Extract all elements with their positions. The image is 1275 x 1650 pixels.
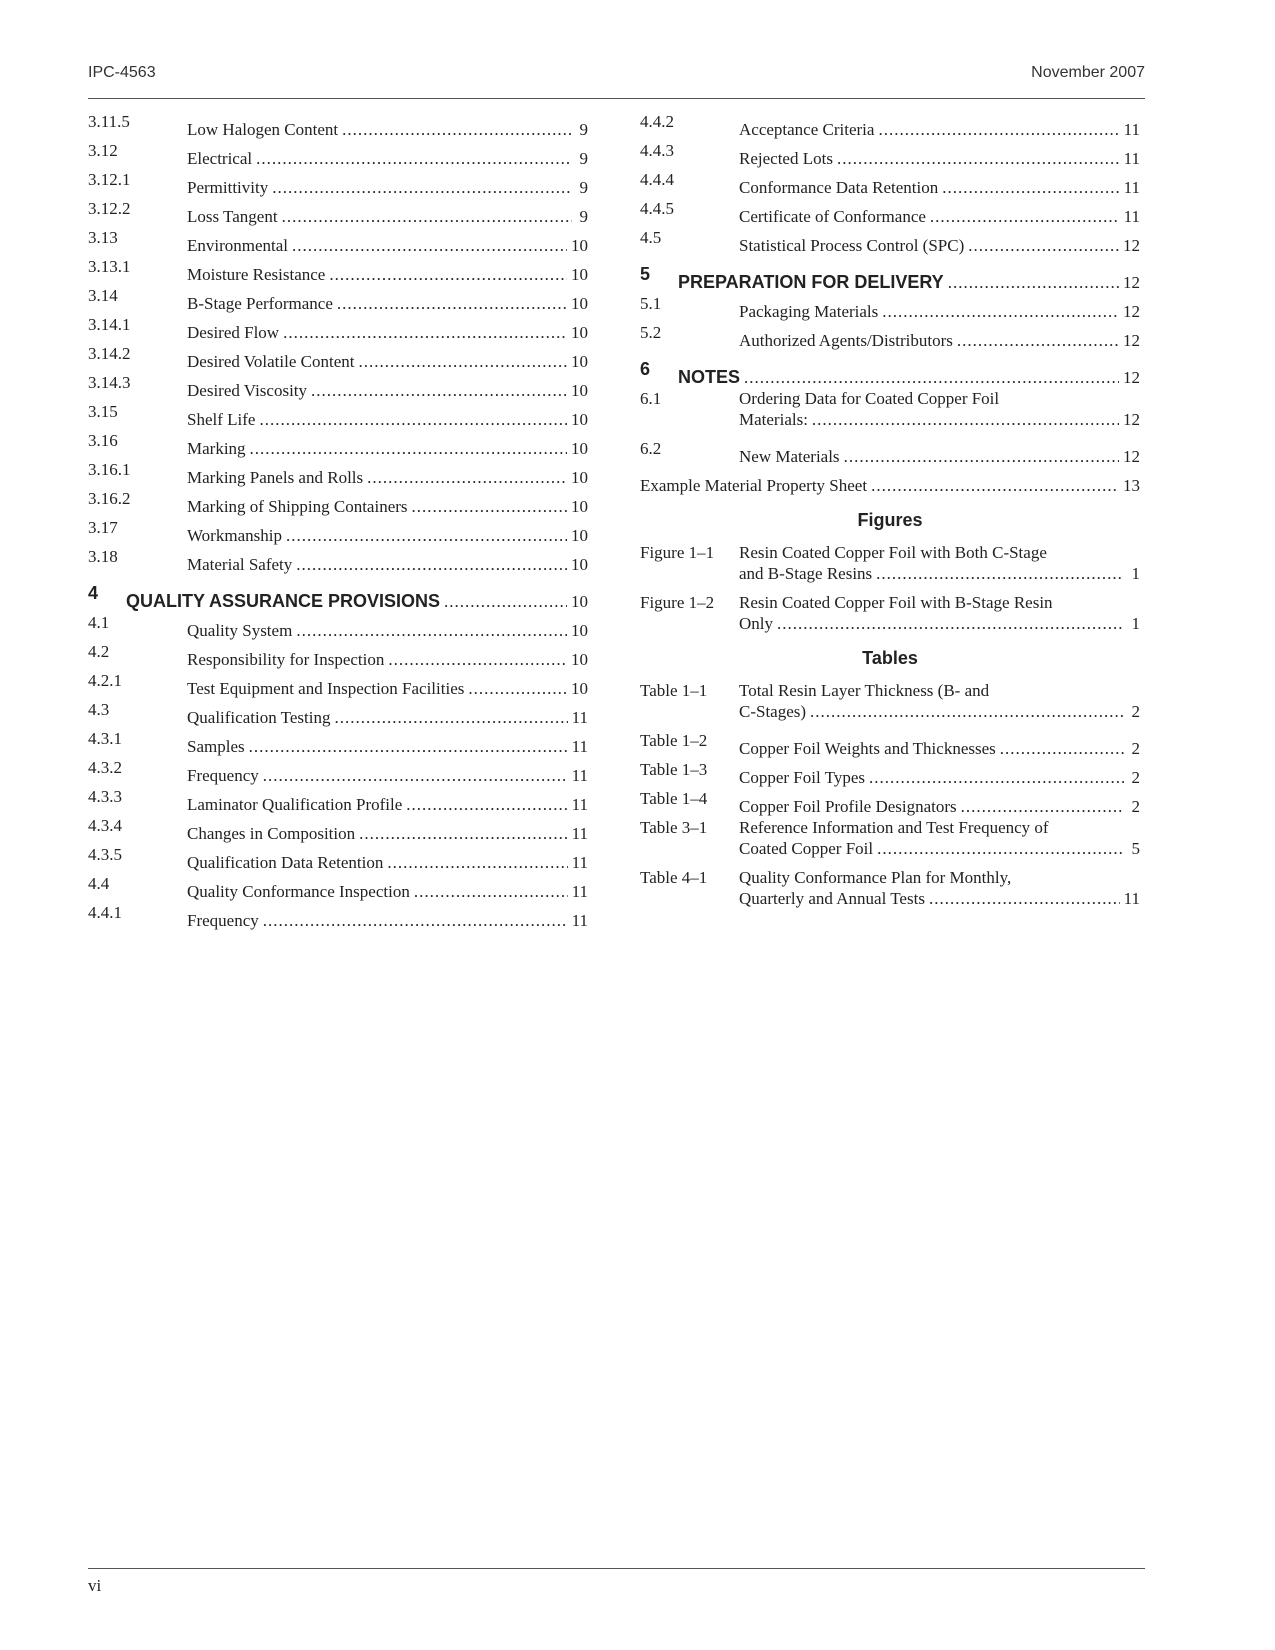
toc-entry[interactable]	[88, 285, 588, 314]
toc-entry-title: Environmental	[187, 236, 289, 255]
toc-page-number: 11	[571, 766, 588, 785]
list-entry-title-line2: Quarterly and Annual Tests	[739, 889, 925, 908]
toc-entry[interactable]	[88, 844, 588, 873]
toc-entry[interactable]	[88, 815, 588, 844]
list-entry-title-line1: Total Resin Layer Thickness (B- and	[739, 681, 990, 700]
toc-entry-title: Laminator Qualification Profile	[187, 795, 403, 814]
list-entry-label: Table 1–1	[640, 681, 708, 700]
toc-entry-title: Example Material Property Sheet	[640, 476, 868, 495]
list-entry-title-line2: Only	[739, 614, 773, 633]
toc-page-number: 10	[571, 236, 588, 255]
dot-leader	[296, 620, 567, 641]
toc-page-number: 12	[1123, 447, 1140, 466]
toc-entry[interactable]	[88, 699, 588, 728]
toc-page-number: 12	[1123, 331, 1140, 350]
dot-leader	[342, 119, 572, 140]
dot-leader	[777, 613, 1124, 634]
toc-entry[interactable]	[640, 227, 1140, 256]
toc-entry-number: 4.3.4	[88, 816, 122, 835]
toc-page-number: 11	[1123, 178, 1140, 197]
toc-entry-number: 3.11.5	[88, 112, 130, 131]
toc-page-number: 10	[571, 265, 588, 284]
toc-entry[interactable]	[88, 314, 588, 343]
list-page-number: 2	[1131, 797, 1140, 816]
toc-page-number: 12	[1123, 273, 1140, 292]
toc-page-number: 10	[571, 679, 588, 698]
toc-page-number: 12	[1123, 236, 1140, 255]
toc-entry-number: 4.5	[640, 228, 662, 247]
toc-entry[interactable]	[640, 388, 1140, 430]
toc-entry-title: Desired Viscosity	[187, 381, 308, 400]
dot-leader	[296, 554, 567, 575]
toc-entry-number: 4.4	[88, 874, 110, 893]
toc-page-number: 10	[571, 526, 588, 545]
toc-entry-title-line1: Ordering Data for Coated Copper Foil	[739, 389, 1000, 408]
toc-entry[interactable]	[640, 169, 1140, 198]
toc-entry-title: Desired Flow	[187, 323, 280, 342]
toc-right-column	[640, 111, 1140, 917]
toc-entry[interactable]	[88, 728, 588, 757]
dot-leader	[871, 475, 1119, 496]
dot-leader	[329, 264, 567, 285]
list-entry-title-line1: Resin Coated Copper Foil with B-Stage Resin	[739, 593, 1053, 612]
dot-leader	[444, 591, 567, 612]
toc-entry[interactable]	[88, 517, 588, 546]
toc-page-number: 9	[579, 149, 588, 168]
footer-rule	[88, 1568, 1145, 1569]
dot-leader	[250, 438, 567, 459]
toc-entry[interactable]	[88, 670, 588, 699]
toc-page-number: 10	[571, 497, 588, 516]
dot-leader	[359, 823, 568, 844]
dot-leader	[358, 351, 567, 372]
toc-entry[interactable]	[88, 140, 588, 169]
list-page-number: 2	[1131, 768, 1140, 787]
dot-leader	[259, 409, 567, 430]
list-entry-title-line2: Coated Copper Foil	[739, 839, 874, 858]
table-list-entry[interactable]	[640, 867, 1140, 909]
toc-entry-title: Permittivity	[187, 178, 269, 197]
dot-leader	[334, 707, 567, 728]
toc-entry-title: Frequency	[187, 911, 259, 930]
list-entry-label: Table 1–2	[640, 731, 708, 750]
toc-section-number: 6	[640, 359, 651, 379]
toc-entry-number: 3.12	[88, 141, 118, 160]
dot-leader	[812, 409, 1119, 430]
toc-entry-number: 5.2	[640, 323, 662, 342]
table-list-entry[interactable]	[640, 817, 1140, 859]
toc-entry-title: New Materials	[739, 447, 840, 466]
toc-entry-title: Desired Volatile Content	[187, 352, 355, 371]
toc-entry-title-line2: Materials:	[739, 410, 808, 429]
toc-entry-title: Acceptance Criteria	[739, 120, 875, 139]
toc-entry-number: 4.4.3	[640, 141, 674, 160]
toc-section-heading[interactable]	[640, 264, 1140, 293]
list-entry-title-line1: Reference Information and Test Frequency of	[739, 818, 1049, 837]
toc-page-number: 10	[571, 323, 588, 342]
toc-entry-title: Qualification Data Retention	[187, 853, 384, 872]
toc-page-number: 11	[571, 911, 588, 930]
dot-leader	[311, 380, 567, 401]
toc-entry[interactable]	[88, 343, 588, 372]
toc-entry-title: B-Stage Performance	[187, 294, 333, 313]
list-page-number: 2	[1131, 739, 1140, 758]
toc-entry[interactable]	[640, 140, 1140, 169]
toc-page-number: 10	[571, 410, 588, 429]
toc-page-number: 10	[571, 294, 588, 313]
toc-entry-number: 6.2	[640, 439, 662, 458]
toc-entry-number: 3.14	[88, 286, 118, 305]
toc-entry-number: 3.13	[88, 228, 118, 247]
dot-leader	[249, 736, 568, 757]
toc-entry[interactable]	[88, 757, 588, 786]
toc-entry[interactable]	[88, 111, 588, 140]
toc-page-number: 10	[571, 592, 588, 611]
toc-entry[interactable]	[88, 430, 588, 459]
toc-entry[interactable]	[88, 612, 588, 641]
toc-page-number: 11	[571, 795, 588, 814]
toc-entry[interactable]	[88, 256, 588, 285]
toc-page-number: 10	[571, 650, 588, 669]
document-id: IPC-4563	[88, 64, 156, 81]
toc-entry[interactable]	[88, 459, 588, 488]
dot-leader	[406, 794, 567, 815]
toc-page-number: 12	[1123, 302, 1140, 321]
toc-entry-title: Marking	[187, 439, 246, 458]
dot-leader	[286, 525, 567, 546]
toc-page-number: 9	[579, 207, 588, 226]
dot-leader	[948, 272, 1119, 293]
toc-entry-number: 6.1	[640, 389, 662, 408]
toc-entry-title: Marking Panels and Rolls	[187, 468, 364, 487]
toc-entry[interactable]	[88, 873, 588, 902]
list-entry-title-line2: C-Stages)	[739, 702, 807, 721]
toc-page-number: 11	[1123, 120, 1140, 139]
toc-section-title: QUALITY ASSURANCE PROVISIONS	[126, 591, 441, 611]
toc-entry-number: 3.14.3	[88, 373, 131, 392]
toc-page-number: 10	[571, 468, 588, 487]
toc-entry-number: 3.16	[88, 431, 118, 450]
figures-heading: Figures	[857, 510, 923, 530]
dot-leader	[878, 119, 1119, 140]
toc-entry-title: Responsibility for Inspection	[187, 650, 385, 669]
toc-entry-number: 3.15	[88, 402, 118, 421]
toc-entry-title: Quality Conformance Inspection	[187, 882, 410, 901]
toc-page-number: 9	[579, 120, 588, 139]
dot-leader	[957, 330, 1119, 351]
list-entry-title-line1: Quality Conformance Plan for Monthly,	[739, 868, 1012, 887]
toc-entry-title: Conformance Data Retention	[739, 178, 939, 197]
toc-entry-title: Material Safety	[187, 555, 293, 574]
toc-page-number: 11	[1123, 207, 1140, 226]
toc-page-number: 12	[1123, 368, 1140, 387]
dot-leader	[929, 888, 1120, 909]
tables-heading: Tables	[862, 648, 918, 668]
toc-page-number: 10	[571, 352, 588, 371]
toc-page-number: 11	[571, 853, 588, 872]
toc-entry[interactable]	[88, 169, 588, 198]
document-date: November 2007	[1031, 64, 1145, 81]
toc-page-number: 10	[571, 381, 588, 400]
dot-leader	[876, 563, 1124, 584]
toc-section-title: PREPARATION FOR DELIVERY	[678, 272, 944, 292]
toc-entry[interactable]	[88, 902, 588, 931]
toc-section-heading[interactable]	[640, 359, 1140, 388]
toc-left-column	[88, 111, 588, 931]
toc-entry[interactable]	[640, 322, 1140, 351]
list-entry-title: Copper Foil Weights and Thicknesses	[739, 739, 996, 758]
toc-entry[interactable]	[640, 467, 1140, 496]
dot-leader	[337, 293, 567, 314]
list-entry-title-line2: and B-Stage Resins	[739, 564, 873, 583]
toc-entry-title: Electrical	[187, 149, 253, 168]
toc-entry-title: Certificate of Conformance	[739, 207, 926, 226]
list-entry-title: Copper Foil Types	[739, 768, 865, 787]
list-entry-label: Figure 1–1	[640, 543, 715, 562]
toc-section-title: NOTES	[678, 367, 741, 387]
dot-leader	[256, 148, 572, 169]
dot-leader	[810, 701, 1124, 722]
page-number: vi	[88, 1576, 102, 1595]
toc-entry[interactable]	[88, 546, 588, 575]
toc-entry[interactable]	[88, 641, 588, 670]
toc-entry-number: 3.16.1	[88, 460, 131, 479]
toc-entry-title: Workmanship	[187, 526, 282, 545]
toc-entry-title: Statistical Process Control (SPC)	[739, 236, 965, 255]
toc-entry-number: 3.13.1	[88, 257, 131, 276]
toc-page-number: 10	[571, 621, 588, 640]
toc-entry-title: Packaging Materials	[739, 302, 879, 321]
toc-page-number: 10	[571, 439, 588, 458]
toc-entry[interactable]	[640, 293, 1140, 322]
list-entry-label: Table 1–4	[640, 789, 708, 808]
dot-leader	[292, 235, 567, 256]
toc-page-number: 11	[571, 708, 588, 727]
toc-page-number: 9	[579, 178, 588, 197]
toc-entry[interactable]	[88, 198, 588, 227]
dot-leader	[412, 496, 567, 517]
toc-entry-number: 4.3	[88, 700, 110, 719]
toc-entry[interactable]	[88, 488, 588, 517]
dot-leader	[414, 881, 568, 902]
dot-leader	[367, 467, 567, 488]
dot-leader	[282, 206, 572, 227]
figure-list-entry[interactable]	[640, 592, 1140, 634]
table-list-entry[interactable]	[640, 680, 1140, 722]
toc-entry-title: Rejected Lots	[739, 149, 833, 168]
toc-entry[interactable]	[88, 227, 588, 256]
toc-entry-title: Authorized Agents/Distributors	[739, 331, 953, 350]
toc-entry[interactable]	[88, 786, 588, 815]
toc-entry-number: 4.4.4	[640, 170, 674, 189]
toc-entry-number: 4.4.2	[640, 112, 674, 131]
toc-entry-title: Samples	[187, 737, 245, 756]
list-page-number: 1	[1131, 614, 1140, 633]
toc-entry-number: 3.18	[88, 547, 118, 566]
toc-section-number: 4	[88, 583, 99, 603]
dot-leader	[961, 796, 1124, 817]
toc-page-number: 12	[1123, 410, 1140, 429]
toc-entry-title: Changes in Composition	[187, 824, 356, 843]
toc-entry-number: 3.12.2	[88, 199, 131, 218]
toc-page-number: 11	[571, 737, 588, 756]
toc-entry-number: 4.2.1	[88, 671, 122, 690]
toc-entry-title: Marking of Shipping Containers	[187, 497, 408, 516]
toc-entry-title: Frequency	[187, 766, 259, 785]
toc-page-number: 11	[571, 882, 588, 901]
toc-entry-title: Loss Tangent	[187, 207, 278, 226]
toc-entry[interactable]	[640, 198, 1140, 227]
table-list-entry[interactable]	[640, 730, 1140, 759]
toc-entry-number: 4.3.3	[88, 787, 122, 806]
dot-leader	[942, 177, 1119, 198]
dot-leader	[837, 148, 1120, 169]
toc-entry-number: 4.3.1	[88, 729, 122, 748]
dot-leader	[744, 367, 1119, 388]
toc-entry[interactable]	[640, 111, 1140, 140]
toc-entry-number: 3.17	[88, 518, 118, 537]
list-entry-label: Figure 1–2	[640, 593, 715, 612]
toc-entry-number: 4.1	[88, 613, 110, 632]
list-page-number: 1	[1131, 564, 1140, 583]
list-page-number: 2	[1131, 702, 1140, 721]
dot-leader	[968, 235, 1119, 256]
list-page-number: 5	[1131, 839, 1140, 858]
toc-entry-number: 4.2	[88, 642, 110, 661]
list-entry-label: Table 1–3	[640, 760, 708, 779]
toc-entry-number: 4.3.5	[88, 845, 122, 864]
toc-entry-title: Shelf Life	[187, 410, 256, 429]
dot-leader	[272, 177, 572, 198]
dot-leader	[387, 852, 567, 873]
toc-section-heading[interactable]	[88, 583, 588, 612]
table-list-entry[interactable]	[640, 788, 1140, 817]
dot-leader	[882, 301, 1119, 322]
toc-entry-number: 5.1	[640, 294, 662, 313]
dot-leader	[388, 649, 567, 670]
toc-entry-number: 4.4.1	[88, 903, 122, 922]
dot-leader	[930, 206, 1120, 227]
dot-leader	[263, 910, 568, 931]
toc-entry-number: 3.14.1	[88, 315, 131, 334]
dot-leader	[869, 767, 1124, 788]
toc-entry-number: 3.16.2	[88, 489, 131, 508]
toc-entry-number: 4.3.2	[88, 758, 122, 777]
dot-leader	[468, 678, 567, 699]
figure-list-entry[interactable]	[640, 542, 1140, 584]
toc-entry[interactable]	[88, 372, 588, 401]
toc-entry-title: Quality System	[187, 621, 293, 640]
dot-leader	[877, 838, 1124, 859]
toc-entry[interactable]	[640, 438, 1140, 467]
dot-leader	[1000, 738, 1124, 759]
toc-entry-title: Low Halogen Content	[187, 120, 339, 139]
table-list-entry[interactable]	[640, 759, 1140, 788]
toc-section-number: 5	[640, 264, 651, 284]
list-page-number: 11	[1123, 889, 1140, 908]
toc-entry-number: 3.12.1	[88, 170, 131, 189]
toc-entry[interactable]	[88, 401, 588, 430]
dot-leader	[263, 765, 568, 786]
toc-page-number: 11	[571, 824, 588, 843]
dot-leader	[844, 446, 1119, 467]
list-entry-title: Copper Foil Profile Designators	[739, 797, 957, 816]
list-entry-label: Table 4–1	[640, 868, 708, 887]
toc-entry-number: 4.4.5	[640, 199, 674, 218]
toc-page-number: 10	[571, 555, 588, 574]
toc-page-number: 13	[1123, 476, 1140, 495]
dot-leader	[283, 322, 567, 343]
list-entry-title-line1: Resin Coated Copper Foil with Both C-Stage	[739, 543, 1047, 562]
toc-entry-title: Moisture Resistance	[187, 265, 326, 284]
toc-page-number: 11	[1123, 149, 1140, 168]
toc-entry-title: Test Equipment and Inspection Facilities	[187, 679, 465, 698]
toc-entry-number: 3.14.2	[88, 344, 131, 363]
toc-entry-title: Qualification Testing	[187, 708, 331, 727]
header-rule	[88, 98, 1145, 99]
list-entry-label: Table 3–1	[640, 818, 708, 837]
